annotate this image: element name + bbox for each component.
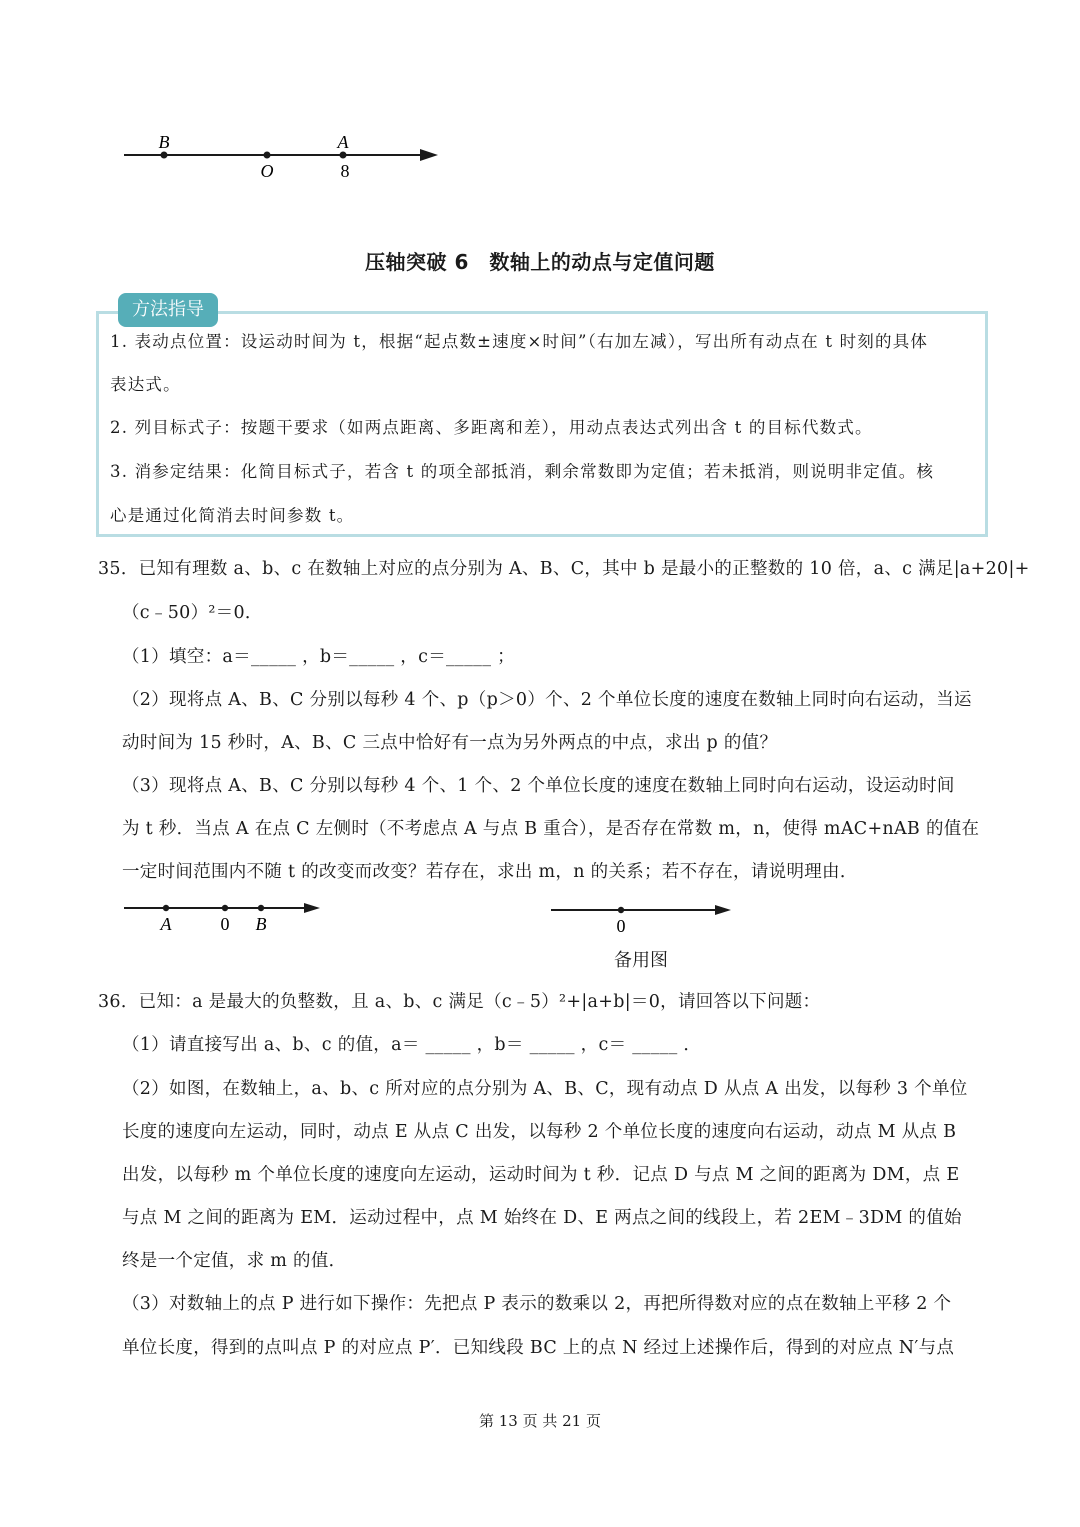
point-O — [264, 152, 271, 159]
q35-line-8: 一定时间范围内不随 t 的改变而改变？若存在，求出 m，n 的关系；若不存在，请说明理由． — [122, 862, 858, 882]
label-0: 0 — [220, 914, 230, 934]
spare-figure-caption: 备用图 — [614, 950, 668, 971]
number-line-figure-spare — [545, 896, 740, 941]
label-A: A — [160, 914, 172, 934]
q35-line-5: 动时间为 15 秒时，A、B、C 三点中恰好有一点为另外两点的中点，求出 p 的值？ — [122, 733, 778, 753]
label-A: A — [337, 132, 349, 152]
label-8: 8 — [340, 161, 350, 181]
label-B: B — [255, 914, 267, 934]
point-B — [258, 905, 264, 911]
q36-line-8: （3）对数轴上的点 P 进行如下操作：先把点 P 表示的数乘以 2，再把所得数对应的点在数轴上平移 2 个 — [122, 1294, 952, 1314]
method-line-2: 表达式。 — [110, 375, 181, 394]
method-line-4: 3. 消参定结果：化简目标式子，若含 t 的项全部抵消，剩余常数即为定值；若未抵消，则说明非定值。核 — [110, 462, 935, 481]
q36-line-4: 长度的速度向左运动，同时，动点 E 从点 C 出发，以每秒 2 个单位长度的速度向右运动，动点 M 从点 B — [122, 1122, 957, 1142]
q35-line-2: （c﹣50）²＝0． — [122, 603, 263, 623]
q36-line-3: （2）如图，在数轴上，a、b、c 所对应的点分别为 A、B、C，现有动点 D 从点 A 出发，以每秒 3 个单位 — [122, 1079, 968, 1099]
q36-line-7: 终是一个定值，求 m 的值． — [122, 1251, 347, 1271]
point-B — [161, 152, 168, 159]
point-A — [340, 152, 347, 159]
q36-line-6: 与点 M 之间的距离为 EM．运动过程中，点 M 始终在 D、E 两点之间的线段上，若 2EM﹣3DM 的值始 — [122, 1208, 962, 1228]
point-0 — [222, 905, 228, 911]
q35-line-1: 35．已知有理数 a、b、c 在数轴上对应的点分别为 A、B、C，其中 b 是最小的正整数的 10 倍，a、c 满足|a+20|+ — [98, 559, 1030, 579]
q36-line-9: 单位长度，得到的点叫点 P 的对应点 P′．已知线段 BC 上的点 N 经过上述操作后，得到的对应点 N′与点 — [122, 1338, 955, 1358]
q35-line-4: （2）现将点 A、B、C 分别以每秒 4 个、p（p＞0）个、2 个单位长度的速度在数轴上同时向右运动，当运 — [122, 690, 972, 710]
label-0: 0 — [616, 916, 626, 936]
point-A — [163, 905, 169, 911]
method-tab: 方法指导 — [118, 293, 218, 327]
q35-line-7: 为 t 秒．当点 A 在点 C 左侧时（不考虑点 A 与点 B 重合），是否存在常数 m，n，使得 mAC+nAB 的值在 — [122, 819, 980, 839]
q36-line-1: 36．已知：a 是最大的负整数，且 a、b、c 满足（c﹣5）²+|a+b|＝0，请回答以下问题： — [98, 992, 821, 1012]
q35-line-6: （3）现将点 A、B、C 分别以每秒 4 个、1 个、2 个单位长度的速度在数轴上同时向右运动，设运动时间 — [122, 776, 955, 796]
number-line-figure-q35 — [118, 896, 333, 941]
section-title: 压轴突破 6 数轴上的动点与定值问题 — [365, 250, 715, 274]
page-footer: 第 13 页 共 21 页 — [478, 1412, 601, 1430]
method-line-1: 1. 表动点位置：设运动时间为 t，根据“起点数±速度×时间”（右加左减），写出所有动点在 t 时刻的具体 — [110, 332, 929, 351]
q36-line-2: （1）请直接写出 a、b、c 的值，a＝ _____ ，b＝ _____ ，c＝ _____ ． — [122, 1035, 702, 1055]
q36-line-5: 出发，以每秒 m 个单位长度的速度向左运动，运动时间为 t 秒．记点 D 与点 M 之间的距离为 DM，点 E — [122, 1165, 960, 1185]
q35-line-3: （1）填空：a＝_____ ，b＝_____ ，c＝_____ ； — [122, 647, 515, 667]
label-O: O — [260, 161, 274, 181]
point-0 — [618, 907, 624, 913]
method-line-3: 2. 列目标式子：按题干要求（如两点距离、多距离和差），用动点表达式列出含 t 的目标代数式。 — [110, 418, 873, 437]
method-line-5: 心是通过化简消去时间参数 t。 — [110, 506, 355, 525]
label-B: B — [158, 132, 170, 152]
number-line-figure-top — [118, 130, 448, 185]
